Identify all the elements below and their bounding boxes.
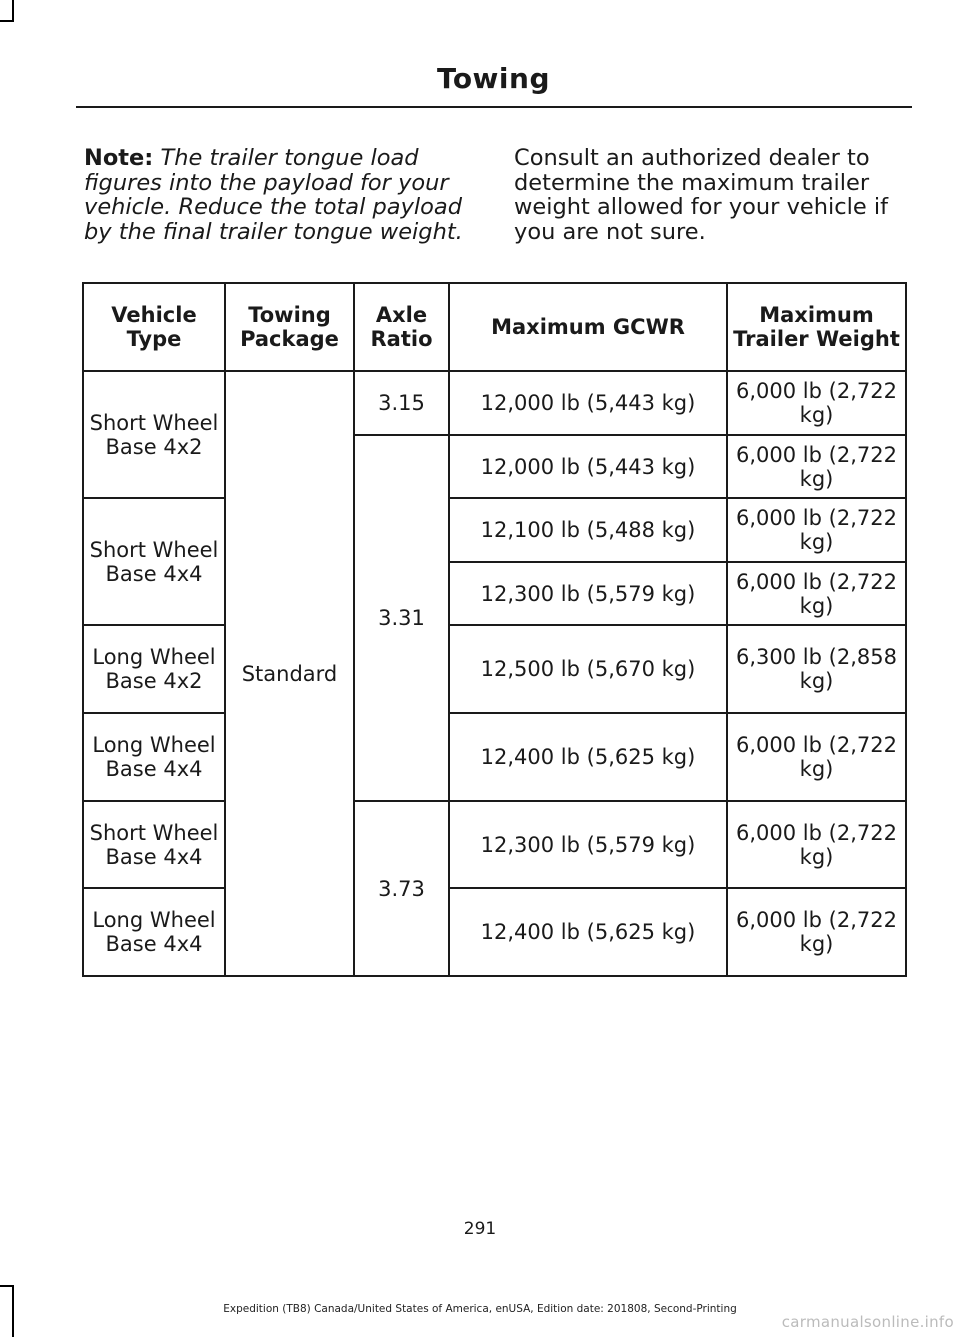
trailer-weight-cell: 6,300 lb (2,858 kg) xyxy=(727,625,906,713)
page-title: Towing xyxy=(436,62,550,95)
gcwr-cell: 12,300 lb (5,579 kg) xyxy=(449,562,727,625)
trailer-weight-cell: 6,000 lb (2,722 kg) xyxy=(727,435,906,498)
gcwr-cell: 12,300 lb (5,579 kg) xyxy=(449,801,727,888)
note-text: The trailer tongue load figures into the payload for your vehicle. Reduce the total payload by the final trailer tongue weight. xyxy=(84,145,463,245)
trailer-weight-cell: 6,000 lb (2,722 kg) xyxy=(727,371,906,435)
note-label: Note: xyxy=(84,145,154,171)
gcwr-cell: 12,400 lb (5,625 kg) xyxy=(449,888,727,976)
table-row xyxy=(83,498,906,562)
crop-mark-bottom-left-h xyxy=(0,1285,14,1287)
header-max-gcwr: Maximum GCWR xyxy=(449,283,727,371)
vehicle-type-cell: Short Wheel Base 4x4 xyxy=(83,498,225,625)
footer-edition: Expedition (TB8) Canada/United States of America, enUSA, Edition date: 201808, Second-Printing xyxy=(223,1303,737,1315)
page-number: 291 xyxy=(463,1219,497,1239)
consult-paragraph: Consult an authorized dealer to determine the maximum trailer weight allowed for your vehicle if you are not sure. xyxy=(514,145,889,245)
note-paragraph xyxy=(84,146,479,244)
table-row xyxy=(83,888,906,976)
header-vehicle-type: Vehicle Type xyxy=(83,283,225,371)
trailer-weight-cell: 6,000 lb (2,722 kg) xyxy=(727,888,906,976)
vehicle-type-cell: Long Wheel Base 4x2 xyxy=(83,625,225,713)
trailer-weight-cell: 6,000 lb (2,722 kg) xyxy=(727,801,906,888)
vehicle-type-cell: Short Wheel Base 4x4 xyxy=(83,801,225,888)
trailer-weight-cell: 6,000 lb (2,722 kg) xyxy=(727,498,906,562)
vehicle-type-cell: Long Wheel Base 4x4 xyxy=(83,713,225,801)
axle-ratio-cell: 3.73 xyxy=(354,801,449,976)
gcwr-cell: 12,100 lb (5,488 kg) xyxy=(449,498,727,562)
table-row xyxy=(83,371,906,435)
vehicle-type-cell: Short Wheel Base 4x2 xyxy=(83,371,225,498)
crop-mark-top-left-v xyxy=(12,0,14,22)
header-axle-ratio: Axle Ratio xyxy=(354,283,449,371)
table-header-row xyxy=(83,283,906,371)
header-rule xyxy=(76,106,912,108)
gcwr-cell: 12,000 lb (5,443 kg) xyxy=(449,371,727,435)
towing-table xyxy=(82,282,907,977)
table-row xyxy=(83,713,906,801)
axle-ratio-cell: 3.15 xyxy=(354,371,449,435)
gcwr-cell: 12,000 lb (5,443 kg) xyxy=(449,435,727,498)
axle-ratio-cell: 3.31 xyxy=(354,435,449,801)
gcwr-cell: 12,500 lb (5,670 kg) xyxy=(449,625,727,713)
header-max-trailer-weight: Maximum Trailer Weight xyxy=(727,283,906,371)
table-row xyxy=(83,625,906,713)
table-row xyxy=(83,801,906,888)
header-towing-package: Towing Package xyxy=(225,283,354,371)
towing-package-cell: Standard xyxy=(225,371,354,976)
watermark: carmanualsonline.info xyxy=(781,1313,954,1331)
trailer-weight-cell: 6,000 lb (2,722 kg) xyxy=(727,562,906,625)
gcwr-cell: 12,400 lb (5,625 kg) xyxy=(449,713,727,801)
crop-mark-top-left-h xyxy=(0,20,14,22)
vehicle-type-cell: Long Wheel Base 4x4 xyxy=(83,888,225,976)
trailer-weight-cell: 6,000 lb (2,722 kg) xyxy=(727,713,906,801)
